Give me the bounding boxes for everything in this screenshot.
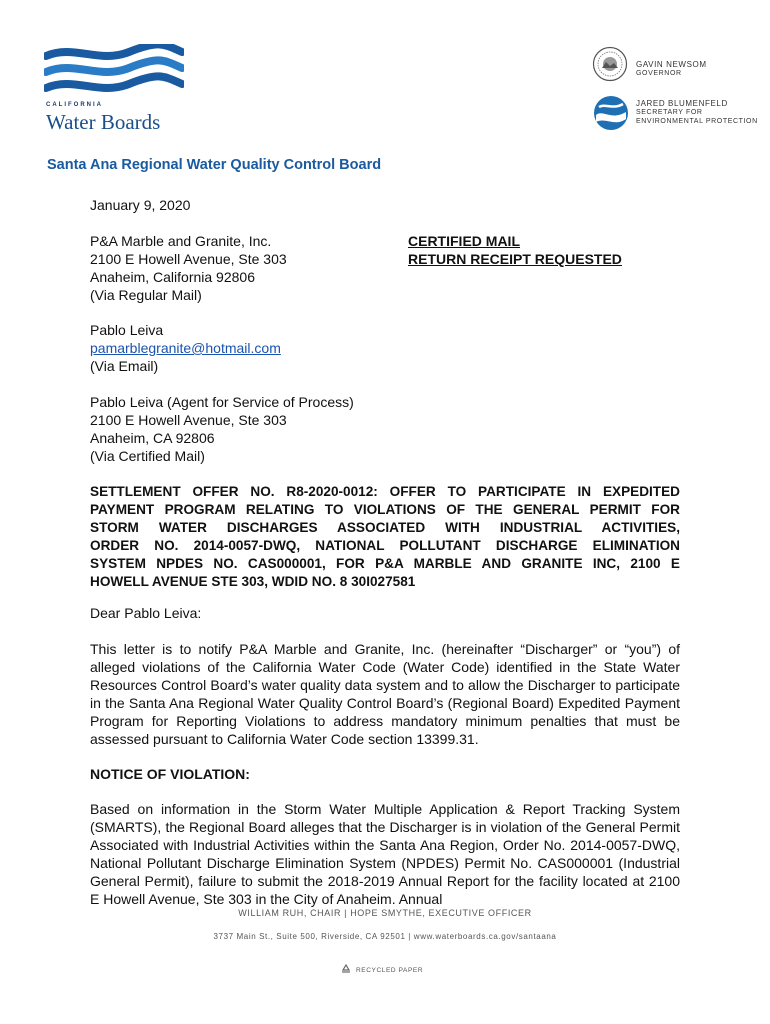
subject-line: SYSTEM NPDES NO. CAS000001, FOR P&A MARBLE AND GRANITE INC, 2100 E: [90, 556, 680, 571]
secretary-name: JARED BLUMENFELD: [636, 99, 728, 108]
email-link[interactable]: pamarblegranite@hotmail.com: [90, 340, 281, 356]
recycled-label: RECYCLED PAPER: [356, 966, 424, 974]
address-line: Anaheim, CA 92806: [90, 430, 215, 446]
section-heading: NOTICE OF VIOLATION:: [90, 766, 250, 782]
governor-block: [636, 60, 707, 78]
recycled-block: [340, 964, 423, 976]
recipient-email-block: [90, 321, 281, 375]
recipient-address-1: [90, 232, 287, 304]
recipient-address-3: [90, 393, 354, 465]
subject-line: PAYMENT PROGRAM RELATING TO VIOLATIONS OF THE GENERAL PERMIT FOR: [90, 502, 680, 517]
water-boards-logo: [44, 44, 194, 134]
certified-mail-label: CERTIFIED MAIL: [408, 233, 520, 249]
governor-title: GOVERNOR: [636, 70, 682, 77]
org-name: Water Boards: [46, 110, 161, 134]
return-receipt-label: RETURN RECEIPT REQUESTED: [408, 251, 622, 267]
address-line: Anaheim, California 92806: [90, 269, 255, 285]
calepa-logo-icon: [593, 95, 629, 136]
subject-line: STORM WATER DISCHARGES ASSOCIATED WITH INDUSTRIAL ACTIVITIES,: [90, 520, 680, 535]
address-line: (Via Regular Mail): [90, 287, 202, 303]
body-paragraph-1: This letter is to notify P&A Marble and Granite, Inc. (hereinafter “Discharger” or “you”) of alleged violations of the California Water Code (Water Code) identified in the State Water Resources Control Board’s water quality data system and to allow the Discharger to participate in the Santa Ana Regional Water Quality Control Board’s (Regional Board) Expedited Payment Program for Reporting Violations to address mandatory minimum penalties that must be assessed pursuant to California Water Code section 13399.31.: [90, 641, 680, 747]
subject-line: HOWELL AVENUE STE 303, WDID NO. 8 30I027581: [90, 574, 416, 589]
address-line: 2100 E Howell Avenue, Ste 303: [90, 251, 287, 267]
footer-officers: WILLIAM RUH, CHAIR | HOPE SMYTHE, EXECUTIVE OFFICER: [238, 908, 532, 918]
governor-name: GAVIN NEWSOM: [636, 60, 707, 69]
recycle-icon: [340, 964, 352, 976]
recipient-name: Pablo Leiva: [90, 322, 164, 338]
subject-line: ORDER NO. 2014-0057-DWQ, NATIONAL POLLUTANT DISCHARGE ELIMINATION: [90, 538, 680, 553]
subject-block: [90, 483, 680, 591]
board-name: Santa Ana Regional Water Quality Control Board: [47, 157, 382, 173]
subject-line: SETTLEMENT OFFER NO. R8-2020-0012: OFFER TO PARTICIPATE IN EXPEDITED: [90, 484, 680, 499]
body-paragraph-2: Based on information in the Storm Water Multiple Application & Report Tracking System (SMARTS), the Regional Board alleges that the Discharger is in violation of the General Permit Associated with Industrial Activities within the Santa Ana Region, Order No. 2014-0057-DWQ, National Pollutant Discharge Elimination System (NPDES) Permit No. CAS000001 (Industrial General Permit), failure to submit the 2018-2019 Annual Report for the facility located at 2100 E Howell Avenue, Ste 303 in the City of Anaheim. Annual: [90, 801, 680, 907]
address-line: P&A Marble and Granite, Inc.: [90, 233, 272, 249]
address-line: (Via Certified Mail): [90, 448, 205, 464]
secretary-title-1: SECRETARY FOR: [636, 109, 703, 116]
secretary-title-2: ENVIRONMENTAL PROTECTION: [636, 118, 758, 125]
salutation: Dear Pablo Leiva:: [90, 605, 202, 621]
org-small-label: CALIFORNIA: [46, 102, 103, 108]
address-line: 2100 E Howell Avenue, Ste 303: [90, 412, 287, 428]
secretary-block: [636, 99, 758, 126]
letter-date: January 9, 2020: [90, 197, 191, 213]
state-seal-icon: [592, 46, 628, 87]
delivery-method: (Via Email): [90, 358, 159, 374]
address-line: Pablo Leiva (Agent for Service of Process): [90, 394, 354, 410]
water-waves-icon: [44, 44, 184, 100]
footer-address: 3737 Main St., Suite 500, Riverside, CA 92501 | www.waterboards.ca.gov/santaana: [213, 932, 557, 941]
mail-notice: [408, 232, 622, 268]
